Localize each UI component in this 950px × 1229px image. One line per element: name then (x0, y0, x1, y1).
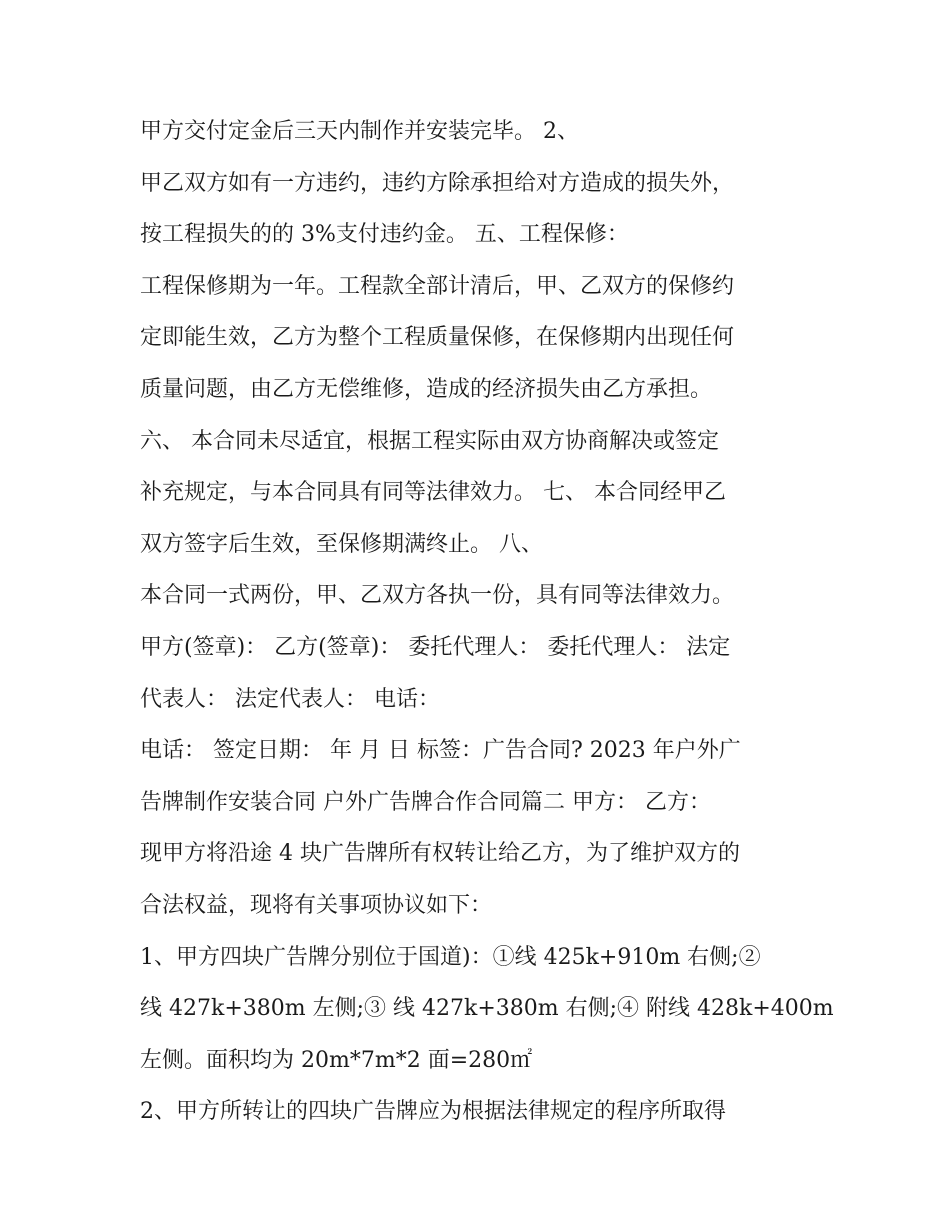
text-line: 1、甲方四块广告牌分别位于国道)：①线 425k+910m 右侧;② (140, 944, 761, 970)
contract-body-text (140, 106, 840, 1138)
text-line: 定即能生效，乙方为整个工程质量保修，在保修期内出现任何 (140, 325, 735, 351)
text-line: 电话： 签定日期： 年 月 日 标签：广告合同? 2023 年户外广 (140, 738, 741, 764)
text-line: 甲方交付定金后三天内制作并安装完毕。 2、 (140, 119, 579, 144)
text-line: 2、甲方所转让的四块广告牌应为根据法律规定的程序所取得 (140, 1099, 726, 1125)
text-line: 六、 本合同未尽适宜，根据工程实际由双方协商解决或签定 (140, 428, 719, 454)
text-line: 甲方(签章)： 乙方(签章)： 委托代理人： 委托代理人： 法定 (140, 634, 731, 660)
text-line: 工程保修期为一年。工程款全部计清后，甲、乙双方的保修约 (140, 273, 735, 299)
text-line: 按工程损失的的 3%支付违约金。 五、工程保修： (140, 222, 629, 248)
text-line: 左侧。面积均为 20m*7m*2 面=280㎡ (140, 1047, 533, 1073)
text-line: 双方签字后生效，至保修期满终止。 八、 (140, 531, 543, 557)
text-line: 本合同一式两份，甲、乙双方各执一份，具有同等法律效力。 (140, 583, 735, 609)
text-line: 补充规定，与本合同具有同等法律效力。 七、 本合同经甲乙 (140, 480, 726, 506)
text-line: 现甲方将沿途 4 块广告牌所有权转让给乙方，为了维护双方的 (140, 841, 740, 867)
text-line: 代表人： 法定代表人： 电话： (140, 686, 440, 712)
text-line: 告牌制作安装合同 户外广告牌合作合同篇二 甲方： 乙方： (140, 789, 711, 815)
text-line: 合法权益，现将有关事项协议如下： (140, 892, 493, 918)
text-line: 甲乙双方如有一方违约，违约方除承担给对方造成的损失外， (140, 170, 735, 196)
text-line: 线 427k+380m 左侧;③ 线 427k+380m 右侧;④ 附线 428k+400m (140, 996, 834, 1022)
text-line: 质量问题，由乙方无偿维修，造成的经济损失由乙方承担。 (140, 376, 713, 402)
